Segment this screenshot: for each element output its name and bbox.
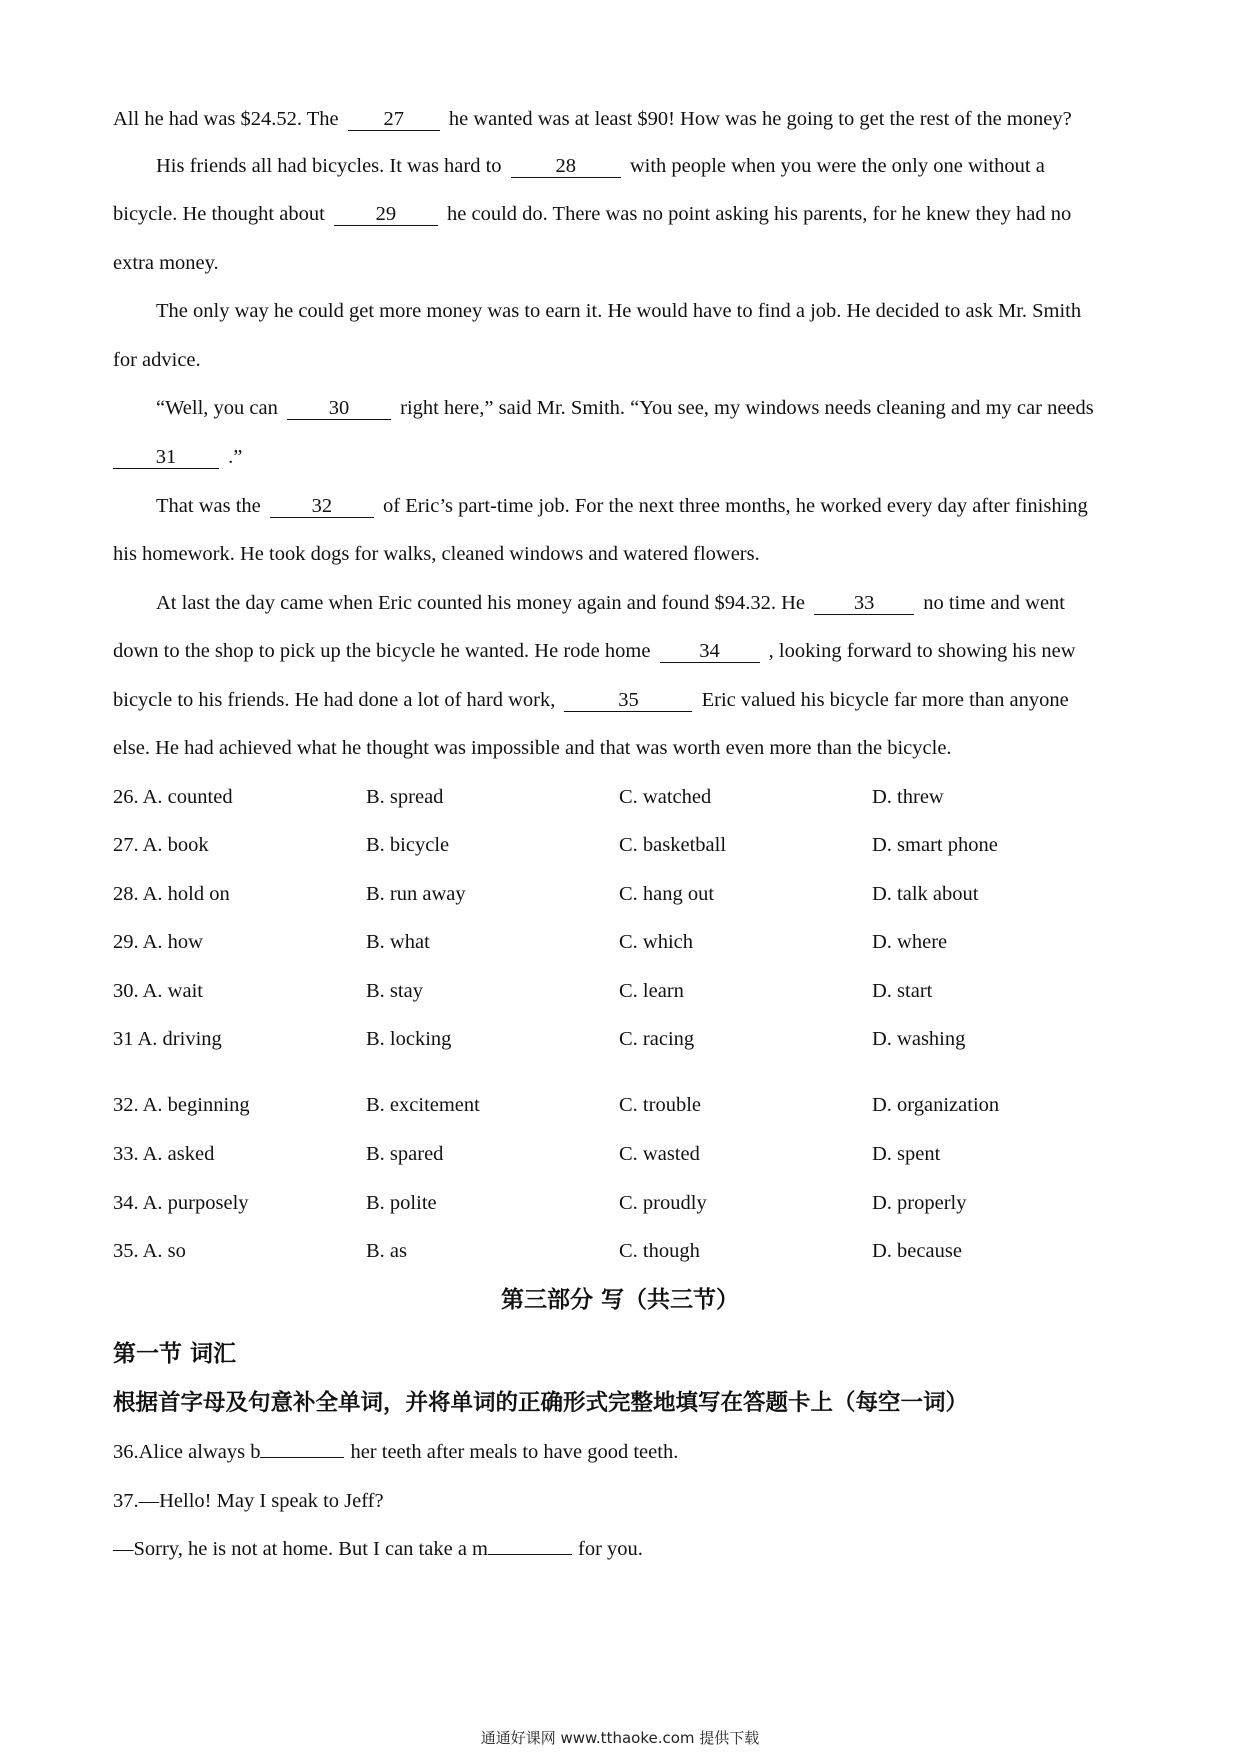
passage-text: extra money. xyxy=(113,252,219,274)
question-text: 37.—Hello! May I speak to Jeff? xyxy=(113,1490,384,1512)
question-37 xyxy=(113,1487,384,1515)
passage-text: his homework. He took dogs for walks, cleaned windows and watered flowers. xyxy=(113,543,760,565)
blank-29: 29 xyxy=(334,203,438,226)
option-row-34 xyxy=(113,1189,1133,1217)
option-a: 28. A. hold on xyxy=(113,883,230,905)
passage-line-35 xyxy=(113,686,1133,714)
passage-line-31 xyxy=(113,443,1133,471)
passage-line xyxy=(113,734,1133,762)
passage-line-30 xyxy=(156,394,1133,422)
option-d: D. smart phone xyxy=(872,834,998,856)
option-row-31 xyxy=(113,1025,1133,1053)
passage-text: bicycle. He thought about xyxy=(113,203,325,225)
passage-text: no time and went xyxy=(923,592,1065,614)
option-b: B. stay xyxy=(366,980,423,1002)
question-text: her teeth after meals to have good teeth. xyxy=(350,1441,679,1463)
passage-text: The only way he could get more money was to earn it. He would have to find a job. He decided to ask Mr. Smith xyxy=(156,300,1082,322)
passage-text: .” xyxy=(228,446,243,468)
passage-text: else. He had achieved what he thought was impossible and that was worth even more than the bicycle. xyxy=(113,737,952,759)
question-36 xyxy=(113,1438,678,1466)
passage-text: His friends all had bicycles. It was hard to xyxy=(156,155,502,177)
passage-text: with people when you were the only one without a xyxy=(629,155,1045,177)
passage-text: down to the shop to pick up the bicycle he wanted. He rode home xyxy=(113,640,651,662)
option-a: 33. A. asked xyxy=(113,1143,215,1165)
option-c: C. though xyxy=(619,1240,700,1262)
option-row-30 xyxy=(113,977,1133,1005)
blank-32: 32 xyxy=(270,495,374,518)
passage-line-32 xyxy=(156,492,1133,520)
answer-blank-36 xyxy=(260,1457,344,1458)
blank-35: 35 xyxy=(564,689,692,712)
passage-line-29 xyxy=(113,200,1133,228)
option-b: B. spared xyxy=(366,1143,444,1165)
footer-watermark: 通通好课网 www.tthaoke.com 提供下载 xyxy=(480,1729,760,1747)
option-c: C. proudly xyxy=(619,1192,707,1214)
passage-line xyxy=(113,346,1133,374)
option-b: B. locking xyxy=(366,1028,452,1050)
option-b: B. polite xyxy=(366,1192,437,1214)
passage-text: “Well, you can xyxy=(156,397,278,419)
option-c: C. watched xyxy=(619,786,712,808)
question-text: for you. xyxy=(578,1538,643,1560)
option-a: 26. A. counted xyxy=(113,786,233,808)
passage-text: At last the day came when Eric counted his money again and found $94.32. He xyxy=(156,592,805,614)
option-c: C. learn xyxy=(619,980,684,1002)
option-d: D. start xyxy=(872,980,933,1002)
option-b: B. excitement xyxy=(366,1094,480,1116)
passage-text: That was the xyxy=(156,495,261,517)
option-c: C. wasted xyxy=(619,1143,700,1165)
question-text: —Sorry, he is not at home. But I can take a m xyxy=(113,1538,488,1560)
option-d: D. threw xyxy=(872,786,944,808)
option-c: C. trouble xyxy=(619,1094,701,1116)
option-c: C. racing xyxy=(619,1028,695,1050)
blank-27: 27 xyxy=(348,108,440,131)
option-d: D. spent xyxy=(872,1143,941,1165)
question-37-reply xyxy=(113,1535,643,1563)
answer-blank-37 xyxy=(488,1554,572,1555)
option-c: C. basketball xyxy=(619,834,727,856)
option-a: 34. A. purposely xyxy=(113,1192,249,1214)
passage-line xyxy=(156,297,1133,325)
passage-line xyxy=(113,540,1133,568)
question-text: 36.Alice always b xyxy=(113,1441,261,1463)
option-a: 29. A. how xyxy=(113,931,203,953)
part-title: 第三部分 写（共三节） xyxy=(500,1287,739,1313)
blank-33: 33 xyxy=(814,592,914,615)
option-row-26 xyxy=(113,783,1133,811)
passage-text: Eric valued his bicycle far more than anyone xyxy=(701,689,1069,711)
passage-line-27 xyxy=(113,105,1133,133)
option-b: B. as xyxy=(366,1240,407,1262)
option-row-35 xyxy=(113,1237,1133,1265)
option-a: 27. A. book xyxy=(113,834,209,856)
passage-text: All he had was $24.52. The xyxy=(113,108,339,130)
passage-text: , looking forward to showing his new xyxy=(768,640,1076,662)
passage-text: right here,” said Mr. Smith. “You see, my windows needs cleaning and my car needs xyxy=(400,397,1094,419)
option-a: 35. A. so xyxy=(113,1240,186,1262)
subsection-title: 第一节 词汇 xyxy=(113,1341,237,1367)
passage-line xyxy=(113,249,1133,277)
option-d: D. washing xyxy=(872,1028,966,1050)
blank-30: 30 xyxy=(287,397,391,420)
option-d: D. talk about xyxy=(872,883,979,905)
option-a: 30. A. wait xyxy=(113,980,203,1002)
option-d: D. organization xyxy=(872,1094,1000,1116)
passage-line-28 xyxy=(156,152,1133,180)
option-d: D. because xyxy=(872,1240,962,1262)
option-b: B. run away xyxy=(366,883,466,905)
option-b: B. spread xyxy=(366,786,444,808)
option-row-27 xyxy=(113,831,1133,859)
option-a: 32. A. beginning xyxy=(113,1094,250,1116)
option-d: D. where xyxy=(872,931,948,953)
passage-text: of Eric’s part-time job. For the next three months, he worked every day after finishing xyxy=(383,495,1088,517)
option-row-33 xyxy=(113,1140,1133,1168)
passage-line-34 xyxy=(113,637,1133,665)
blank-34: 34 xyxy=(660,640,760,663)
option-c: C. which xyxy=(619,931,694,953)
option-b: B. bicycle xyxy=(366,834,450,856)
option-row-28 xyxy=(113,880,1133,908)
option-d: D. properly xyxy=(872,1192,967,1214)
passage-text: he wanted was at least $90! How was he going to get the rest of the money? xyxy=(448,108,1072,130)
option-row-29 xyxy=(113,928,1133,956)
option-c: C. hang out xyxy=(619,883,715,905)
option-b: B. what xyxy=(366,931,430,953)
passage-text: bicycle to his friends. He had done a lot of hard work, xyxy=(113,689,556,711)
option-a: 31 A. driving xyxy=(113,1028,222,1050)
blank-28: 28 xyxy=(511,155,621,178)
instructions: 根据首字母及句意补全单词，并将单词的正确形式完整地填写在答题卡上（每空一词） xyxy=(113,1390,969,1416)
passage-text: for advice. xyxy=(113,349,201,371)
blank-31: 31 xyxy=(113,446,219,469)
option-row-32 xyxy=(113,1091,1133,1119)
passage-line-33 xyxy=(156,589,1133,617)
passage-text: he could do. There was no point asking his parents, for he knew they had no xyxy=(447,203,1072,225)
